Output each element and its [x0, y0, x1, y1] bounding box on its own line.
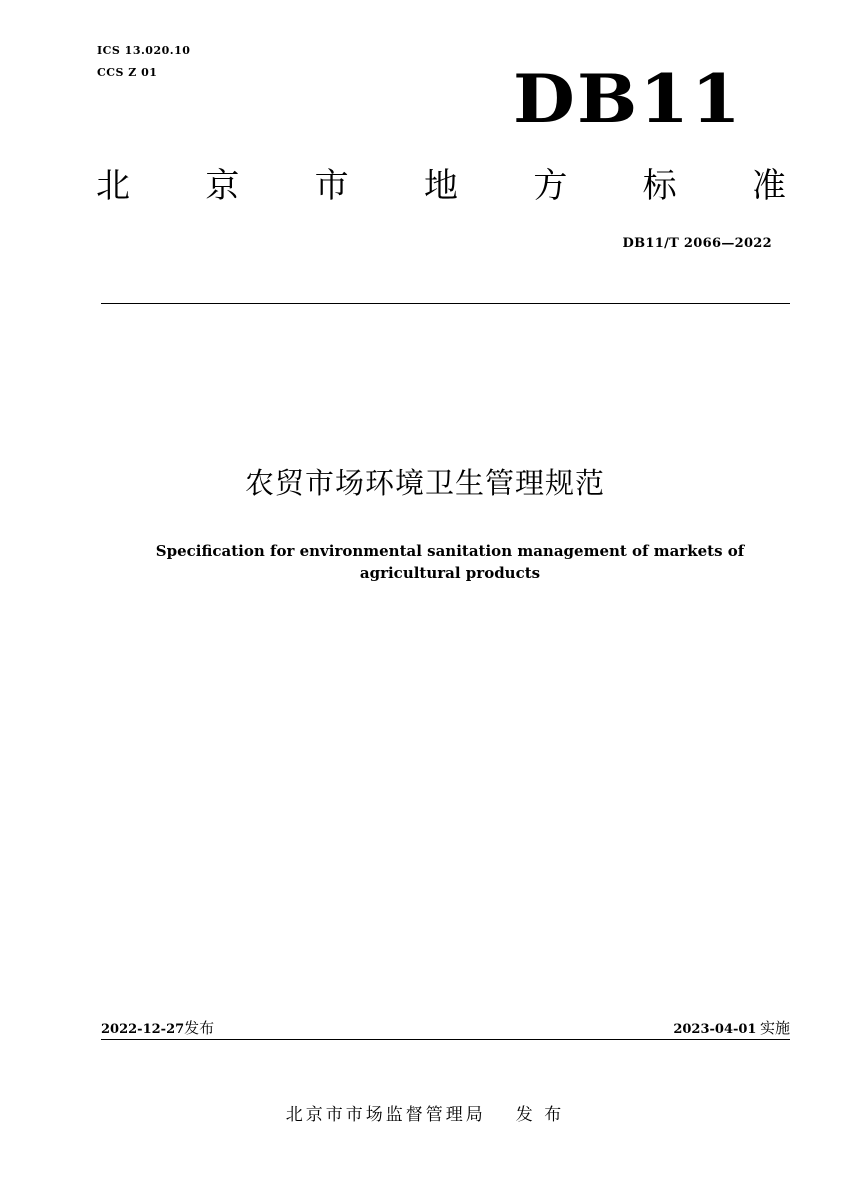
issue-date: [101, 1020, 214, 1038]
ics-code: ICS 13.020.10: [97, 44, 191, 57]
standard-number: DB11/T 2066—2022: [622, 236, 772, 251]
issue-date-label: 发布: [184, 1019, 215, 1037]
level-char: 北: [96, 166, 130, 206]
publisher: [0, 1100, 850, 1125]
implement-date-value: 2023-04-01: [673, 1022, 757, 1037]
level-char: 市: [314, 166, 349, 206]
standard-level-title: [96, 166, 786, 206]
level-char: 准: [751, 166, 786, 206]
title-english-line-1: Specification for environmental sanitation management of markets of: [155, 542, 745, 560]
bottom-divider: [101, 1039, 790, 1040]
implement-date-label: 实施: [759, 1019, 790, 1037]
publisher-action: 发 布: [515, 1105, 565, 1125]
ccs-code: CCS Z 01: [97, 66, 158, 79]
issue-date-value: 2022-12-27: [101, 1022, 185, 1037]
implement-date: [673, 1020, 790, 1038]
db-logo: DB11: [513, 60, 743, 138]
level-char: 方: [533, 166, 568, 206]
title-chinese: 农贸市场环境卫生管理规范: [244, 466, 605, 500]
publisher-name: 北京市市场监督管理局: [285, 1105, 486, 1125]
top-divider: [101, 303, 790, 304]
level-char: 地: [423, 166, 458, 206]
title-english-line-2: agricultural products: [359, 564, 541, 582]
level-char: 标: [642, 166, 677, 206]
title-english: [110, 540, 790, 584]
level-char: 京: [205, 166, 240, 206]
